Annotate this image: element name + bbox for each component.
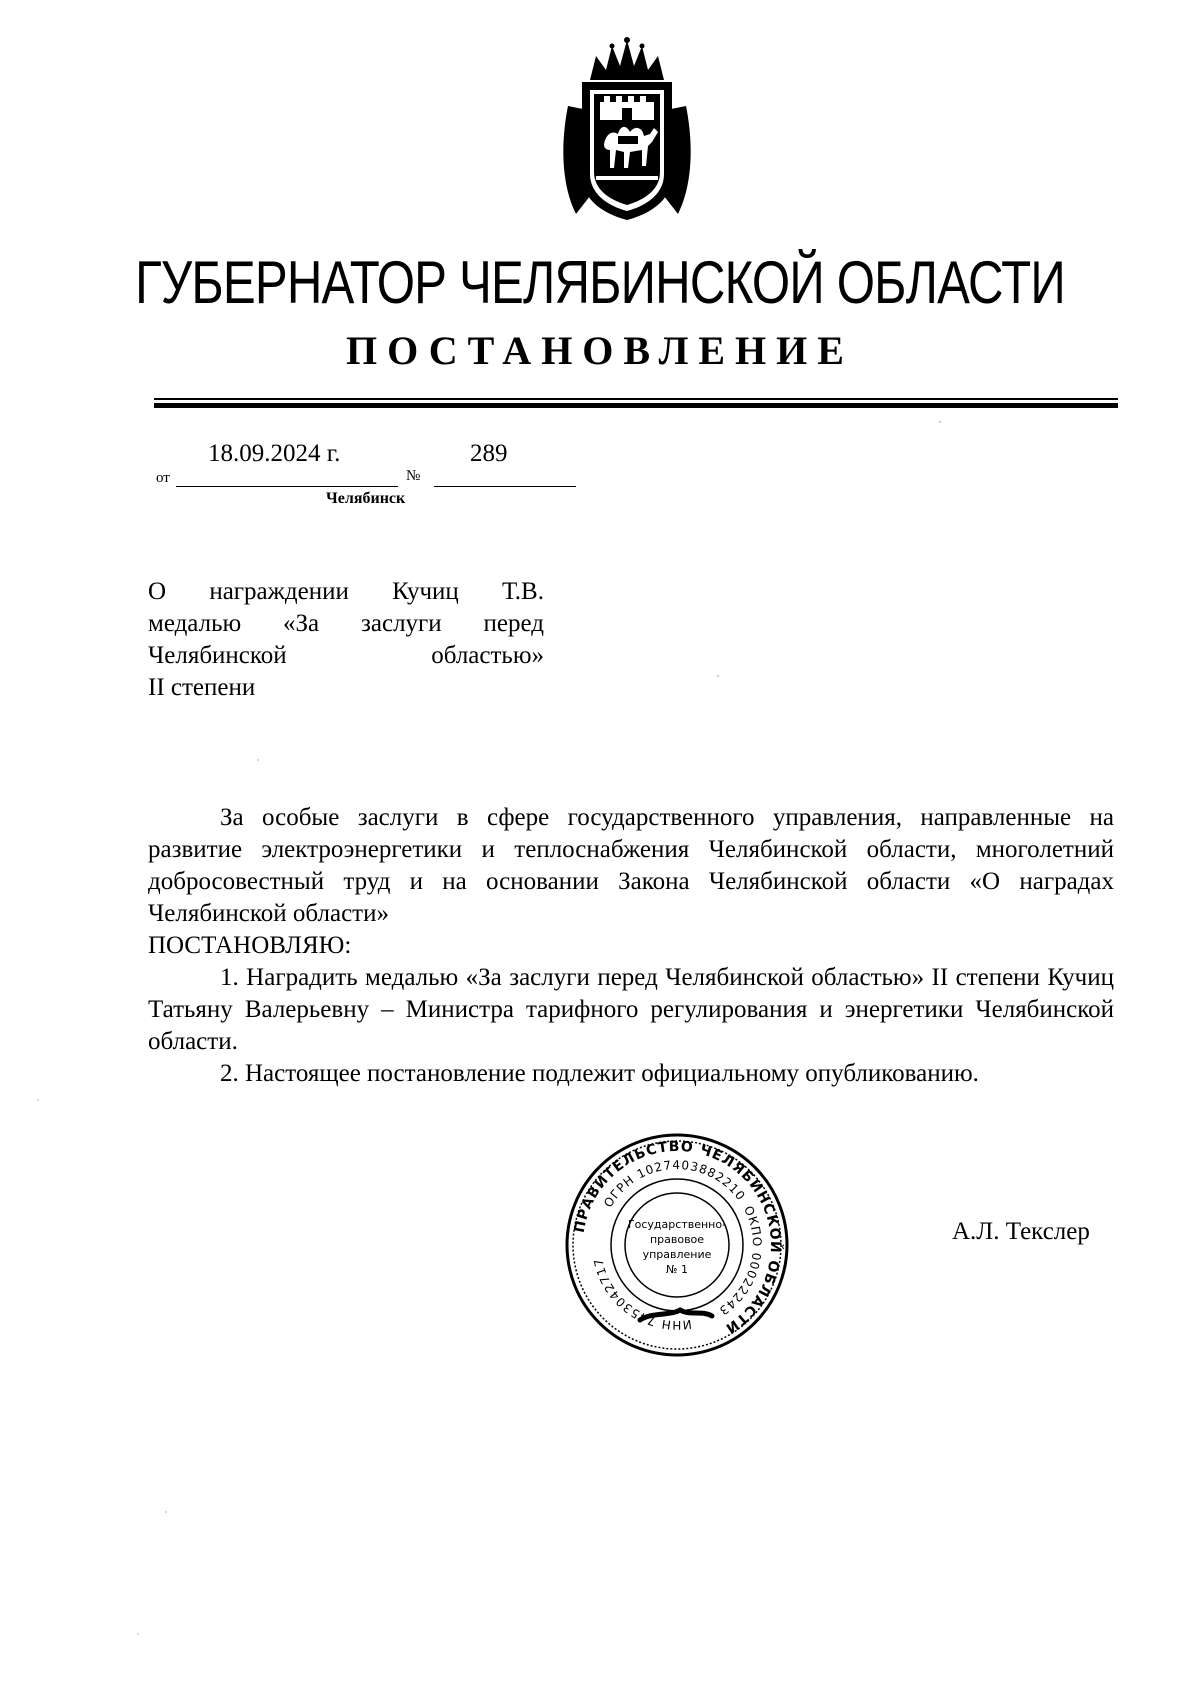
stamp-ogrn: ОГРН 1027403882210 (600, 1157, 749, 1210)
city-label: Челябинск (326, 490, 406, 507)
from-label: от (156, 470, 170, 486)
subject-line: медалью «За заслуги перед (148, 610, 544, 637)
subject-line: О награждении Кучиц Т.В. (148, 578, 544, 605)
decree-item-1: 1. Наградить медалью «За заслуги перед Челябинской областью» II степени Кучиц Татьяну Валерьевну – Министра тарифного регулирования и энергетики Челябинской области. (148, 964, 1114, 1055)
header-rule-thin (154, 398, 1118, 400)
number-label: № (406, 468, 421, 484)
document-date: 18.09.2024 г. (208, 440, 341, 467)
decree-item-2: 2. Настоящее постановление подлежит официальному опубликованию. (220, 1060, 979, 1087)
stamp-inn: ИНН 7453042717 (591, 1256, 693, 1333)
stamp-inner-line: № 1 (666, 1263, 688, 1276)
stamp-inner-line: управление (642, 1248, 712, 1261)
coat-of-arms-emblem (560, 36, 694, 224)
document-number: 289 (470, 440, 508, 467)
document-type-title: ПОСТАНОВЛЕНИЕ (346, 328, 854, 373)
stamp-okpo: ОКПО 00022243 (716, 1203, 765, 1319)
document-subject (148, 576, 544, 704)
stamp-inner-line: Государственно- (627, 1218, 727, 1231)
stamp-outer-text: ПРАВИТЕЛЬСТВО ЧЕЛЯБИНСКОЙ ОБЛАСТИ (571, 1138, 784, 1337)
authority-title: ГУБЕРНАТОР ЧЕЛЯБИНСКОЙ ОБЛАСТИ (135, 249, 1065, 316)
number-underline (434, 486, 576, 487)
subject-line: II степени (148, 674, 256, 701)
stamp-inner-line: правовое (649, 1233, 705, 1246)
preamble-paragraph: За особые заслуги в сфере государственного управления, направленные на развитие электроэнергетики и теплоснабжения Челябинской области, многолетний добросовестный труд и на основании Закона Челябинской области «О наградах Челябинской области» (148, 804, 1114, 927)
decree-word: ПОСТАНОВЛЯЮ: (148, 932, 352, 959)
official-stamp (562, 1130, 792, 1360)
subject-line: Челябинской областью» (148, 642, 544, 669)
date-number-block (0, 440, 1200, 510)
document-body (148, 802, 1114, 1090)
signatory-name: А.Л. Текслер (952, 1218, 1090, 1245)
date-underline (176, 486, 398, 487)
header-rule-thick (154, 403, 1118, 408)
